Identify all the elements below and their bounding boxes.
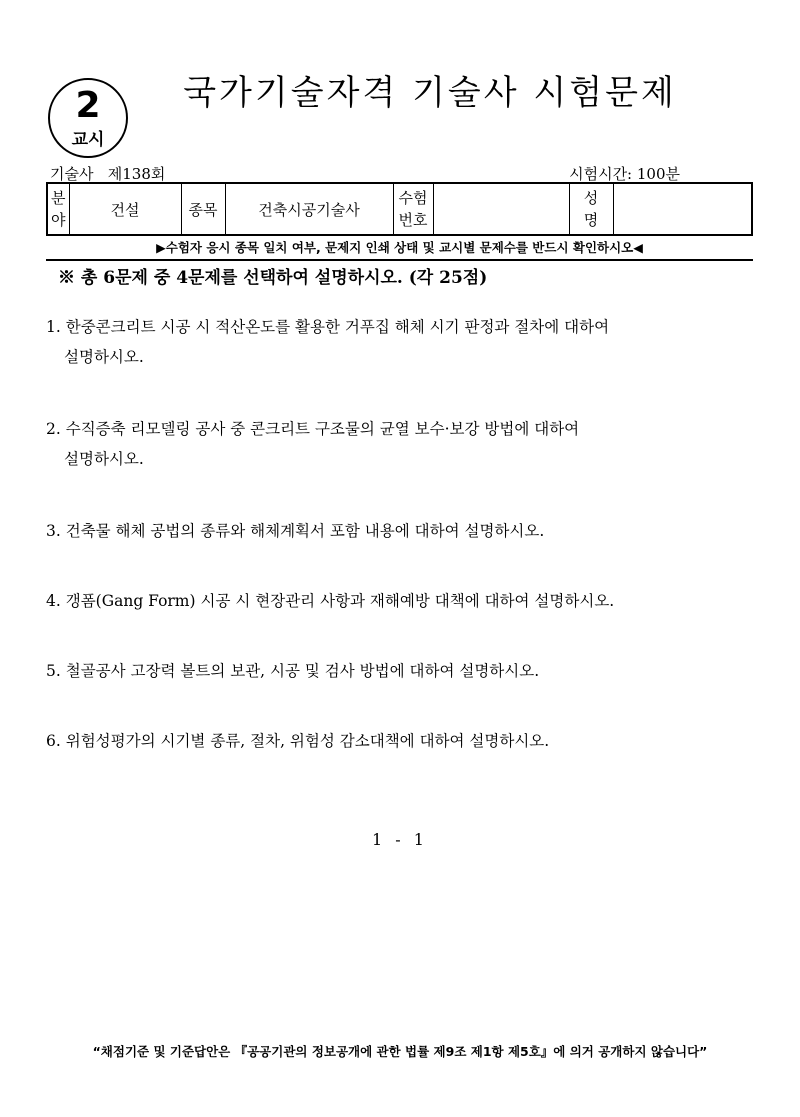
question-3 xyxy=(46,516,544,546)
field-value: 건설 xyxy=(69,183,181,235)
question-text: 5. 철골공사 고장력 볼트의 보관, 시공 및 검사 방법에 대하여 설명하시오. xyxy=(46,662,540,680)
question-1 xyxy=(46,312,609,372)
question-text: 2. 수직증축 리모델링 공사 중 콘크리트 구조물의 균열 보수·보강 방법에 대하여 xyxy=(46,420,580,438)
session-label: 교시 xyxy=(71,130,105,150)
session-number: 2 xyxy=(75,85,101,126)
name-label: 성 명 xyxy=(569,183,613,235)
page-number: 1 - 1 xyxy=(372,830,428,849)
exam-number-label: 수험 번호 xyxy=(393,183,433,235)
question-4 xyxy=(46,586,614,616)
question-text-cont: 설명하시오. xyxy=(64,348,144,366)
exam-duration: 시험시간: 100분 xyxy=(569,165,680,183)
question-text: 1. 한중콘크리트 시공 시 적산온도를 활용한 거푸집 해체 시기 판정과 절차에 대하여 xyxy=(46,318,610,336)
divider xyxy=(46,259,753,261)
page-title: 국가기술자격 기술사 시험문제 xyxy=(183,73,677,113)
question-2 xyxy=(46,414,579,474)
name-field[interactable] xyxy=(613,183,752,235)
question-text: 3. 건축물 해체 공법의 종류와 해체계획서 포함 내용에 대하여 설명하시오. xyxy=(46,522,545,540)
session-badge xyxy=(48,78,128,158)
question-text-cont: 설명하시오. xyxy=(64,450,144,468)
category-label: 종목 xyxy=(181,183,225,235)
question-text: 4. 갱폼(Gang Form) 시공 시 현장관리 사항과 재해예방 대책에 대하여 설명하시오. xyxy=(46,592,615,610)
instruction-text: ※ 총 6문제 중 4문제를 선택하여 설명하시오. (각 25점) xyxy=(58,268,488,288)
exam-round: 기술사 제138회 xyxy=(50,165,166,183)
exam-number-field[interactable] xyxy=(433,183,569,235)
exam-info-table xyxy=(46,182,753,236)
question-5 xyxy=(46,656,539,686)
field-label: 분 야 xyxy=(47,183,69,235)
question-6 xyxy=(46,726,549,756)
question-text: 6. 위험성평가의 시기별 종류, 절차, 위험성 감소대책에 대하여 설명하시오. xyxy=(46,732,550,750)
notice-text: ▶수험자 응시 종목 일치 여부, 문제지 인쇄 상태 및 교시별 문제수를 반드시 확인하시오◀ xyxy=(156,240,643,255)
category-value: 건축시공기술사 xyxy=(225,183,393,235)
footer-notice: “채점기준 및 기준답안은 『공공기관의 정보공개에 관한 법률 제9조 제1항 제5호』에 의거 공개하지 않습니다” xyxy=(92,1044,708,1059)
